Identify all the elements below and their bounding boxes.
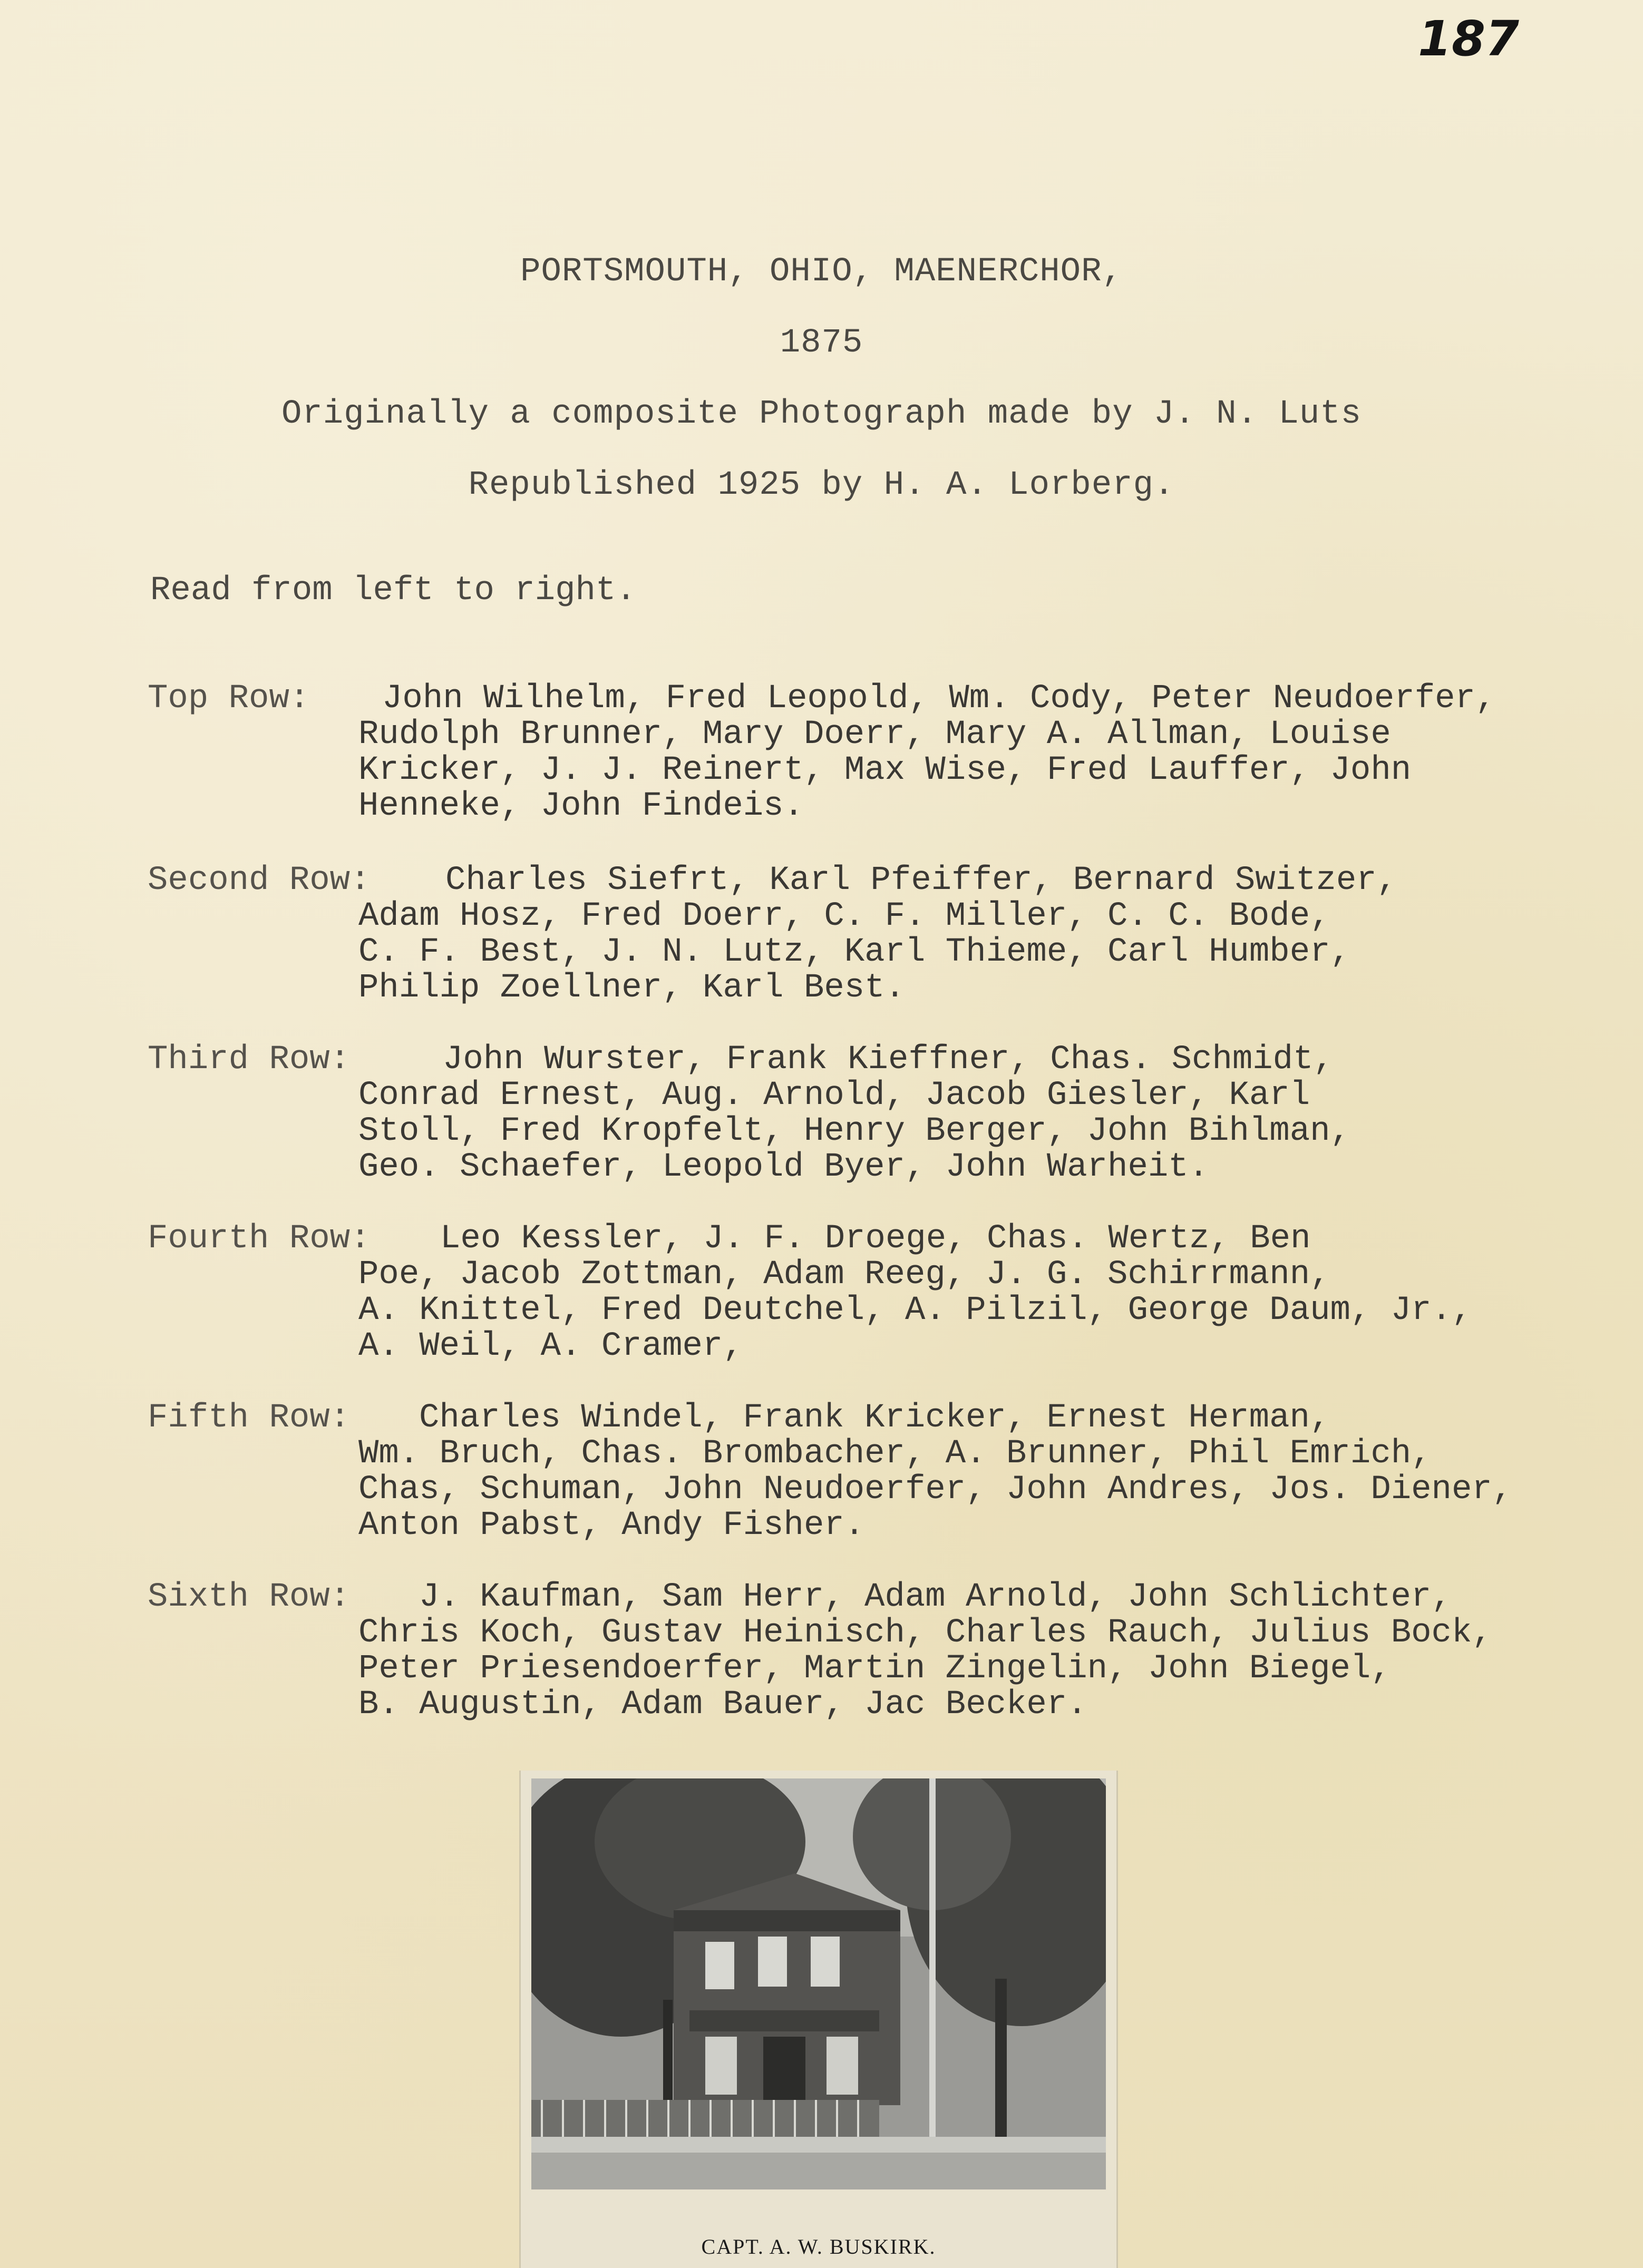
row-names-line: John Wurster, Frank Kieffner, Chas. Schmidt,	[443, 1041, 1334, 1079]
row-names-line: Anton Pabst, Andy Fisher.	[358, 1507, 865, 1544]
row-names-line: Wm. Bruch, Chas. Brombacher, A. Brunner, Phil Emrich,	[358, 1435, 1432, 1473]
row-label: Fifth Row:	[148, 1399, 351, 1437]
row-names-line: Stoll, Fred Kropfelt, Henry Berger, John Bihlman,	[358, 1112, 1350, 1150]
page-number: 187	[1418, 11, 1520, 67]
photo-clipping	[519, 1771, 1118, 2268]
row-names-line: Charles Siefrt, Karl Pfeiffer, Bernard Switzer,	[445, 862, 1397, 900]
row-names-line: Geo. Schaefer, Leopold Byer, John Warheit.	[358, 1148, 1209, 1186]
row-names-line: Chris Koch, Gustav Heinisch, Charles Rauch, Julius Bock,	[358, 1614, 1492, 1652]
row-names-line: Charles Windel, Frank Kricker, Ernest Herman,	[419, 1399, 1330, 1437]
row-names-line: Philip Zoellner, Karl Best.	[358, 969, 905, 1007]
row-names-line: Peter Priesendoerfer, Martin Zingelin, John Biegel,	[358, 1650, 1391, 1688]
row-label: Fourth Row:	[148, 1220, 371, 1258]
title-heading: PORTSMOUTH, OHIO, MAENERCHOR,	[520, 253, 1123, 291]
row-label: Top Row:	[148, 680, 310, 718]
title-republished-note: Republished 1925 by H. A. Lorberg.	[468, 466, 1175, 504]
title-year: 1875	[780, 324, 863, 362]
row-names-line: Adam Hosz, Fred Doerr, C. F. Miller, C. C. Bode,	[358, 897, 1330, 935]
row-names-line: Chas, Schuman, John Neudoerfer, John Andres, Jos. Diener,	[358, 1471, 1513, 1509]
row-names-line: Leo Kessler, J. F. Droege, Chas. Wertz, Ben	[440, 1220, 1311, 1258]
row-names-line: Henneke, John Findeis.	[358, 787, 804, 825]
row-names-line: Poe, Jacob Zottman, Adam Reeg, J. G. Schirrmann,	[358, 1256, 1330, 1294]
row-names-line: A. Weil, A. Cramer,	[358, 1327, 743, 1365]
row-names-line: Conrad Ernest, Aug. Arnold, Jacob Giesler, Karl	[358, 1077, 1310, 1115]
row-label: Third Row:	[148, 1041, 351, 1079]
row-names-line: B. Augustin, Adam Bauer, Jac Becker.	[358, 1686, 1087, 1724]
read-direction-note: Read from left to right.	[150, 572, 636, 610]
row-names-line: C. F. Best, J. N. Lutz, Karl Thieme, Carl Humber,	[358, 933, 1350, 971]
row-names-line: J. Kaufman, Sam Herr, Adam Arnold, John Schlichter,	[419, 1578, 1452, 1616]
house-photograph-illustration	[531, 1778, 1106, 2189]
row-names-line: Kricker, J. J. Reinert, Max Wise, Fred Lauffer, John	[358, 751, 1412, 789]
photo-caption: CAPT. A. W. BUSKIRK.	[701, 2235, 936, 2259]
row-names-line: A. Knittel, Fred Deutchel, A. Pilzil, George Daum, Jr.,	[358, 1292, 1472, 1329]
house-photograph	[531, 1778, 1106, 2189]
title-origin-note: Originally a composite Photograph made by J. N. Luts	[281, 395, 1362, 433]
row-label: Sixth Row:	[148, 1578, 351, 1616]
row-names-line: John Wilhelm, Fred Leopold, Wm. Cody, Peter Neudoerfer,	[382, 680, 1496, 718]
row-label: Second Row:	[148, 862, 371, 900]
row-names-line: Rudolph Brunner, Mary Doerr, Mary A. Allman, Louise	[358, 716, 1391, 754]
